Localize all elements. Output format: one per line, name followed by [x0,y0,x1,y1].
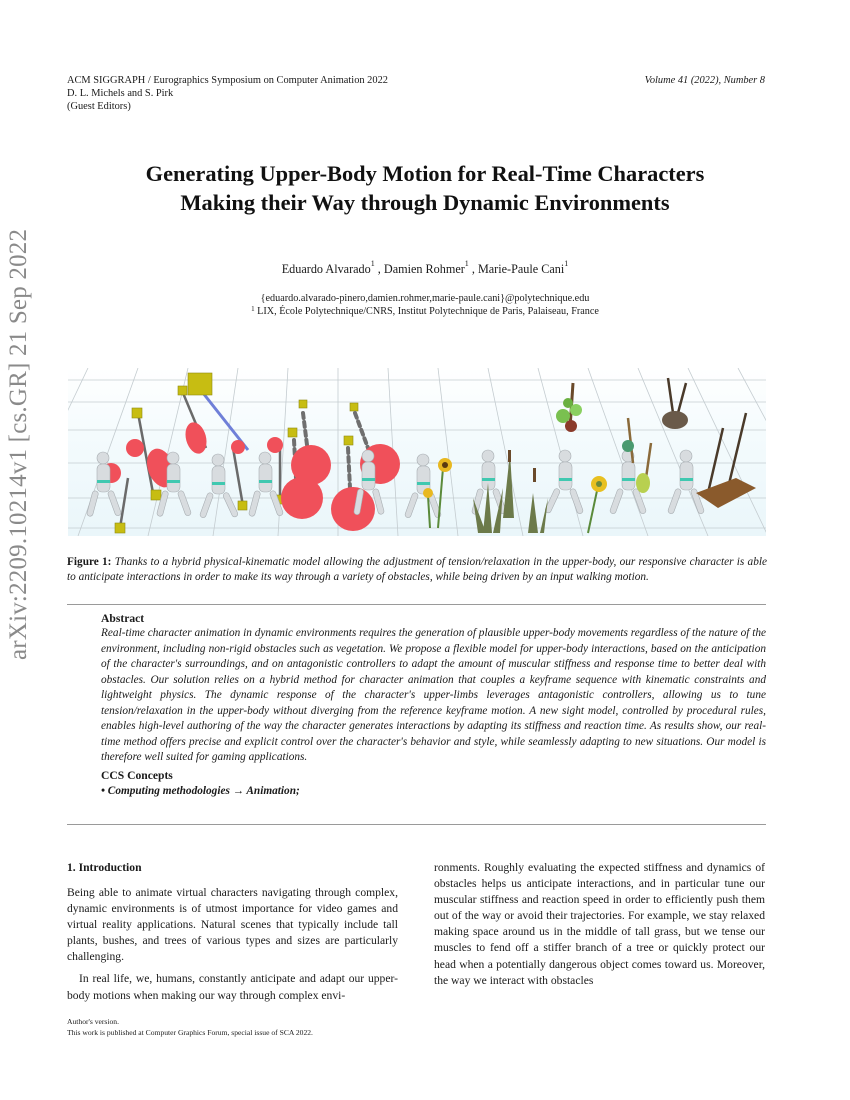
footnote-line-1: Author's version. [67,1017,119,1026]
intro-paragraph-2-continued: ronments. Roughly evaluating the expected stiffness and dynamics of obstacles helps us anticipate interactions, and in particular tune our muscular stiffness and reaction speed in order to efficiently push them out of the way or avoid their trajectories. For example, we stay relaxed making space around us in the middle of tall grass, but we tense our muscles to fend off a stiffer branch of a tree or quickly protect our head when a potentially dangerous object comes toward us. Moreover, the way we interact with obstacles [434,861,765,987]
author-affil-marker: 1 [464,259,469,268]
author-name: Eduardo Alvarado [281,262,371,276]
intro-paragraph-2: In real life, we, humans, constantly anticipate and adapt our upper-body motions when making our way through complex envi- [67,972,398,1002]
paper-title [60,160,790,217]
affiliation-text: LIX, École Polytechnique/CNRS, Institut Polytechnique de Paris, Palaiseau, France [257,306,599,317]
abstract-heading: Abstract [101,612,145,625]
ccs-heading: CCS Concepts [101,768,173,782]
affiliation [60,305,790,318]
volume-info: Volume 41 (2022), Number 8 [644,75,765,86]
venue: ACM SIGGRAPH / Eurographics Symposium on Computer Animation 2022 [67,75,388,86]
footnote-line-2: This work is published at Computer Graphics Forum, special issue of SCA 2022. [67,1028,313,1037]
author-name: Marie-Paule Cani [477,262,565,276]
author-affil-marker: 1 [564,259,569,268]
abstract-top-rule [67,604,766,605]
teaser-figure [68,368,766,536]
teaser-figure-illustration [68,368,766,536]
cattails [473,450,548,533]
affiliation-marker: 1 [251,305,255,313]
body-column-right [434,860,765,989]
author-emails[interactable]: {eduardo.alvarado-pinero,damien.rohmer,marie-paule.cani}@polytechnique.edu [260,293,590,304]
author-contact [60,292,790,318]
author-name: Damien Rohmer [383,262,465,276]
title-line-1: Generating Upper-Body Motion for Real-Time Characters [145,161,705,186]
author-affil-marker: 1 [370,259,375,268]
ccs-item: • Computing methodologies → Animation; [101,784,300,797]
publication-footnote [67,1016,313,1038]
abstract-text: Real-time character animation in dynamic environments requires the generation of plausible upper-body movements regardless of the nature of the environment, including non-rigid obstacles such as vegetation. We propose a flexible model for upper-body interactions, based on the anticipation of the character's surroundings, and on antagonistic controllers to adapt the amount of muscular stiffness and response time to better deal with obstacles. Our solution relies on a hybrid method for character animation that couples a keyframe sequence with kinematic constraints and lightweight physics. The dynamic response of the character's upper-limbs leverages antagonistic controllers, allowing us to tune tension/relaxation in the upper-body without diverging from the reference keyframe motion. A new sight model, controlled by procedural rules, enables high-level authoring of the way the character generates interactions by adapting its stiffness and reaction time. As results show, our real-time method offers precise and explicit control over the character's behavior and style, while seamlessly adapting to new situations. Our model is therefore well suited for gaming applications. [101,627,766,763]
abstract-section [101,612,766,799]
running-header-left [67,74,388,114]
editors-role: (Guest Editors) [67,101,131,113]
section-heading-introduction: 1. Introduction [67,861,142,874]
figure-caption [67,555,767,585]
body-column-left [67,860,398,1004]
author-list [60,259,790,277]
author-sep: , [471,262,478,276]
arxiv-stamp[interactable]: arXiv:2209.10214v1 [cs.GR] 21 Sep 2022 [5,228,32,660]
editors: D. L. Michels and S. Pirk [67,88,174,100]
abstract-bottom-rule [67,824,766,825]
wooden-obstacles [662,378,756,508]
intro-paragraph-1: Being able to animate virtual characters navigating through complex, dynamic environments is of utmost importance for video games and virtual reality applications. Natural scenes that typically include tall plants, bushes, and trees of various types and sizes are particularly challenging. [67,886,398,964]
figure-label: Figure 1: [67,556,112,568]
title-line-2: Making their Way through Dynamic Environments [180,189,670,215]
figure-caption-text: Thanks to a hybrid physical-kinematic model allowing the adjustment of tension/relaxation in the upper-body, our responsive character is able to anticipate interactions in order to make its way through a variety of obstacles, while being driven by an input walking motion. [67,556,768,583]
author-sep: , [377,262,384,276]
